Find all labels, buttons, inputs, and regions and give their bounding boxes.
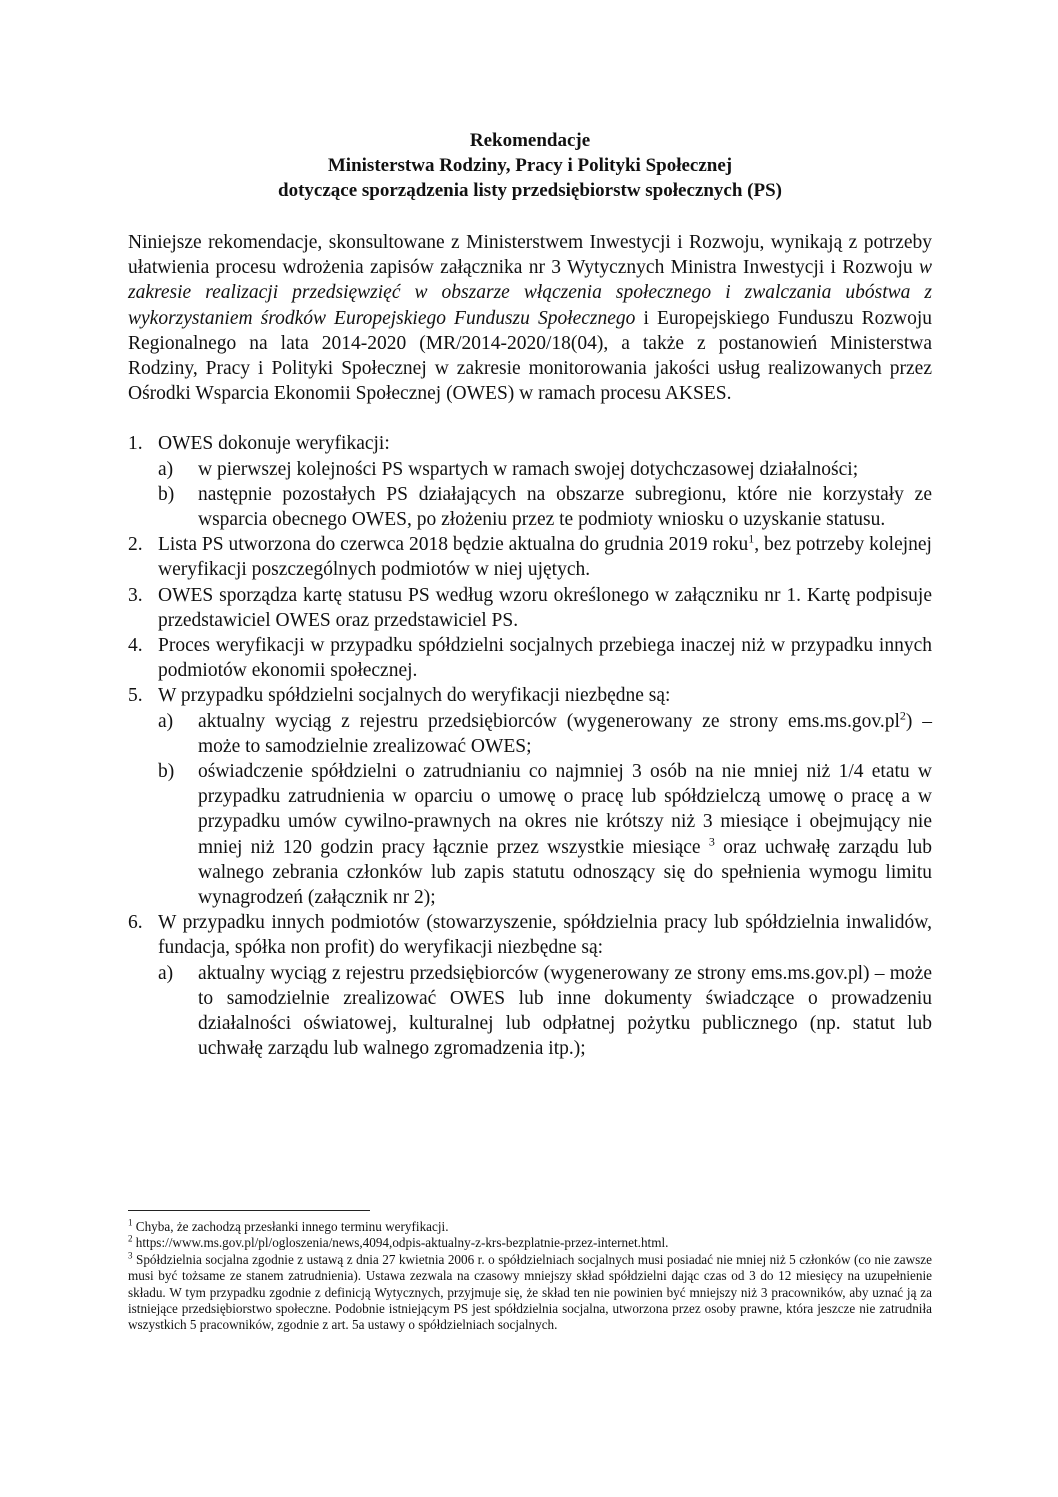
sublist-item-text: w pierwszej kolejności PS wspartych w ramach swojej dotychczasowej działalności;	[198, 458, 859, 480]
footnotes	[128, 1219, 932, 1334]
sublist-item-a	[158, 709, 932, 759]
sublist	[158, 457, 932, 533]
sublist-letter: b)	[158, 761, 175, 783]
list-item-text: W przypadku spółdzielni socjalnych do weryfikacji niezbędne są:	[158, 685, 671, 707]
list-item-text: Proces weryfikacji w przypadku spółdzielni socjalnych przebiega inaczej niż w przypadku innych podmiotów ekonomii społecznej.	[158, 635, 932, 682]
footnote-ref-1: 1	[748, 531, 755, 546]
footnote-ref-2: 2	[899, 708, 906, 723]
intro-part-1: Niniejsze rekomendacje, skonsultowane z Ministerstwem Inwestycji i Rozwoju, wynikają z potrzeby ułatwienia procesu wdrożenia zapisów załącznika nr 3 Wytycznych Ministra Inwestycji i Rozwoju	[128, 232, 932, 279]
sublist	[158, 709, 932, 911]
sublist-item-b	[158, 759, 932, 910]
intro-paragraph	[128, 230, 932, 406]
sublist-letter: a)	[158, 962, 174, 984]
sublist-item-text: aktualny wyciąg z rejestru przedsiębiorców (wygenerowany ze strony ems.ms.gov.pl	[198, 710, 900, 732]
list-item-text: OWES dokonuje weryfikacji:	[158, 433, 390, 455]
sublist-item-text: następnie pozostałych PS działających na obszarze subregionu, które nie korzystały ze wsparcia obecnego OWES, po złożeniu przez te podmioty wniosku o uzyskanie statusu.	[198, 483, 932, 531]
sublist-letter: b)	[158, 483, 175, 505]
document-page	[128, 128, 932, 1062]
sublist-item-b	[158, 482, 932, 532]
list-item-text: Lista PS utworzona do czerwca 2018 będzie aktualna do grudnia 2019 roku	[158, 534, 749, 556]
footnote-mark: 2	[128, 1234, 133, 1245]
footnote-2	[128, 1235, 932, 1251]
list-number: 5.	[128, 685, 143, 707]
document-title	[128, 128, 932, 203]
list-number: 1.	[128, 433, 143, 455]
list-item-2	[128, 532, 932, 582]
recommendations-list	[128, 431, 932, 1061]
list-number: 4.	[128, 635, 143, 657]
intro-part-2: i Europejskiego Funduszu Rozwoju Regionalnego na lata 2014-2020 (MR/2014-2020/18(04), a także z postanowień Ministerstwa Rodziny, Pracy i Polityki Społecznej w zakresie monitorowania jakości usług realizowanych przez Ośrodki Wsparcia Ekonomii Społecznej (OWES) w ramach procesu AKSES.	[128, 307, 932, 405]
footnote-1	[128, 1219, 932, 1235]
sublist-item-text-cont: oraz uchwałę zarządu lub walnego zebrania członków lub zapis statutu odnoszący się do spełnienia wymogu limitu wynagrodzeń (załącznik nr 2);	[198, 836, 933, 909]
list-number: 6.	[128, 912, 143, 934]
list-item-1	[128, 431, 932, 532]
title-line-3: dotyczące sporządzenia listy przedsiębiorstw społecznych (PS)	[278, 180, 782, 201]
sublist-item-a	[158, 961, 932, 1062]
sublist-item-text: oświadczenie spółdzielni o zatrudnianiu co najmniej 3 osób na nie mniej niż 1/4 etatu w przypadku zatrudnienia w oparciu o umowę o pracę lub spółdzielczą umowę o pracę a w przypadku umów cywilno-prawnych na okres nie krótszy niż 3 miesiące i obejmujący nie mniej niż 120 godzin pracy łącznie przez wszystkie miesiące	[198, 761, 932, 858]
footnote-mark: 1	[128, 1217, 133, 1228]
footnote-mark: 3	[128, 1250, 133, 1261]
list-item-text-cont: , bez potrzeby kolejnej weryfikacji poszczególnych podmiotów w niej ujętych.	[158, 534, 932, 581]
list-item-3	[128, 583, 932, 633]
footnote-separator	[128, 1210, 370, 1211]
footnote-3	[128, 1252, 932, 1334]
list-item-text: OWES sporządza kartę statusu PS według wzoru określonego w załączniku nr 1. Kartę podpisuje przedstawiciel OWES oraz przedstawiciel PS.	[158, 584, 932, 631]
list-item-4	[128, 633, 932, 683]
footnote-text: https://www.ms.gov.pl/pl/ogloszenia/news,4094,odpis-aktualny-z-krs-bezplatnie-przez-internet.html.	[132, 1235, 669, 1251]
sublist-letter: a)	[158, 458, 174, 480]
title-line-1: Rekomendacje	[469, 130, 591, 151]
sublist-item-text: aktualny wyciąg z rejestru przedsiębiorców (wygenerowany ze strony ems.ms.gov.pl) – może to samodzielnie zrealizować OWES lub inne dokumenty świadczące o prowadzeniu działalności oświatowej, kulturalnej lub odpłatnej pożytku publicznego (np. statut lub uchwałę zarządu lub walnego zgromadzenia itp.);	[198, 962, 932, 1060]
list-item-text: W przypadku innych podmiotów (stowarzyszenie, spółdzielnia pracy lub spółdzielnia inwalidów, fundacja, spółka non profit) do weryfikacji niezbędne są:	[158, 912, 932, 959]
footnote-ref-3: 3	[708, 834, 715, 849]
sublist-letter: a)	[158, 710, 174, 732]
footnote-text: Spółdzielnia socjalna zgodnie z ustawą z dnia 27 kwietnia 2006 r. o spółdzielniach socjalnych musi posiadać nie mniej niż 5 członków (co nie zawsze musi być tożsame ze stanem zatrudnienia). Ustawa zezwala na czasowy mniejszy skład spółdzielni dając czas od 3 do 12 miesięcy na uzupełnienie składu. W tym przypadku zgodnie z definicją Wytycznych, przyjmuje się, że skład ten nie powinien być mniejszy niż 3 pracowników, aby uznać ją za istniejące przedsiębiorstwo społeczne. Podobnie istniejącym PS jest spółdzielnia socjalna, utworzona przez osoby prawne, która jeszcze nie zatrudniła wszystkich 5 pracowników, zgodnie z art. 5a ustawy o spółdzielniach socjalnych.	[128, 1251, 932, 1333]
list-number: 3.	[128, 584, 143, 606]
list-item-5	[128, 683, 932, 910]
sublist-item-text-cont: ) – może to samodzielnie zrealizować OWES;	[198, 710, 932, 757]
sublist-item-a	[158, 457, 932, 482]
title-line-2: Ministerstwa Rodziny, Pracy i Polityki Społecznej	[327, 155, 733, 176]
intro-italic: w zakresie realizacji przedsięwzięć w obszarze włączenia społecznego i zwalczania ubóstwa z wykorzystaniem środków Europejskiego Funduszu Społecznego	[128, 257, 932, 329]
footnote-text: Chyba, że zachodzą przesłanki innego terminu weryfikacji.	[132, 1219, 449, 1234]
list-number: 2.	[128, 534, 143, 556]
list-item-6	[128, 910, 932, 1061]
sublist	[158, 961, 932, 1062]
